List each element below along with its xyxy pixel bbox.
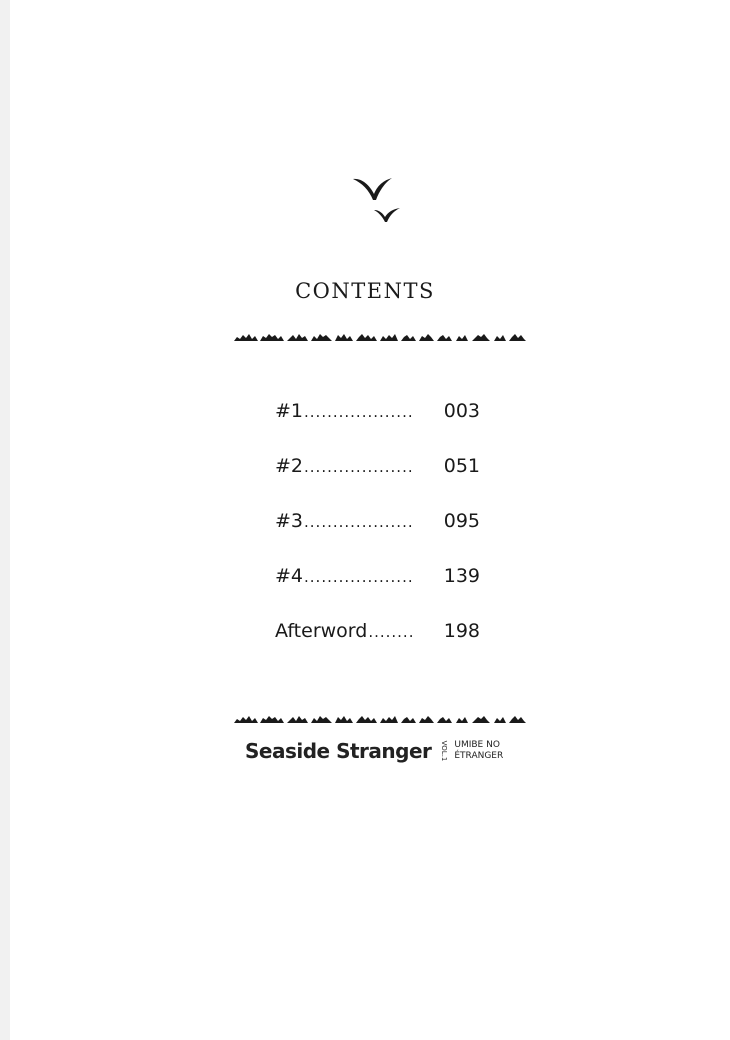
toc-entry-label: #2 xyxy=(275,455,304,477)
series-subtitle-line1: UMIBE NO xyxy=(454,740,500,750)
toc-entry-leader: ................... xyxy=(304,403,414,421)
toc-entry-4[interactable] xyxy=(275,565,480,620)
toc-entry-page: 095 xyxy=(443,510,480,532)
page-edge xyxy=(0,0,10,1040)
toc-entry-page: 003 xyxy=(443,400,480,422)
wave-divider-icon xyxy=(234,332,526,342)
toc-entry-leader: ........ xyxy=(368,623,415,641)
volume-label xyxy=(439,739,449,763)
volume-text: VOL.1 xyxy=(440,740,449,762)
small-seagull-icon xyxy=(374,208,400,222)
toc-entry-page: 139 xyxy=(443,565,480,587)
table-of-contents xyxy=(275,400,480,675)
toc-entry-leader: ................... xyxy=(304,568,414,586)
toc-entry-leader: ................... xyxy=(304,513,414,531)
toc-entry-page: 198 xyxy=(443,620,480,642)
series-subtitle-line2: ÉTRANGER xyxy=(454,751,504,761)
toc-entry-1[interactable] xyxy=(275,400,480,455)
toc-entry-label: #4 xyxy=(275,565,304,587)
large-seagull-icon xyxy=(353,178,392,200)
series-logo xyxy=(245,733,503,769)
toc-entry-label: #3 xyxy=(275,510,304,532)
page-title: CONTENTS xyxy=(295,279,435,303)
series-title: Seaside Stranger xyxy=(245,739,432,763)
wave-divider-icon xyxy=(234,714,526,724)
toc-entry-page: 051 xyxy=(443,455,480,477)
toc-entry-afterword[interactable] xyxy=(275,620,480,675)
toc-entry-label: Afterword xyxy=(275,620,368,642)
toc-entry-label: #1 xyxy=(275,400,304,422)
seagulls-icon xyxy=(344,170,406,226)
toc-entry-3[interactable] xyxy=(275,510,480,565)
series-subtitle xyxy=(454,740,503,762)
toc-entry-leader: ................... xyxy=(304,458,414,476)
toc-entry-2[interactable] xyxy=(275,455,480,510)
